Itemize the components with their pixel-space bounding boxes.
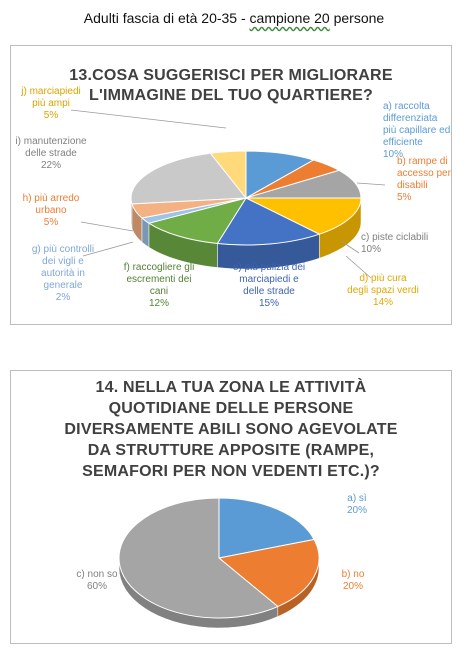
chart-14-slices bbox=[119, 498, 319, 618]
chart-13-label-5: f) raccogliere gli escrementi dei cani 12% bbox=[123, 262, 195, 309]
chart-13-label-4: e) più pulizia dei marciapiedi e delle strade 15% bbox=[232, 262, 306, 309]
chart-13-title-line-1: 13.COSA SUGGERISCI PER MIGLIORARE bbox=[69, 67, 393, 84]
chart-14-title-line-1: 14. NELLA TUA ZONA LE ATTIVITÀ bbox=[95, 379, 367, 396]
chart-14-label-2: c) non so 60% bbox=[76, 569, 118, 592]
chart-13-leader-line-1 bbox=[357, 183, 385, 185]
chart-13-label-6: g) più controlli dei vigli e autorità in generale 2% bbox=[31, 244, 95, 303]
chart-13-label-8: i) manutenzione delle strade 22% bbox=[15, 136, 87, 171]
chart-14-title-line-3: DIVERSAMENTE ABILI SONO AGEVOLATE bbox=[64, 421, 398, 438]
chart-13-leader-line-9 bbox=[71, 110, 226, 128]
chart-13-label-3: d) più cura degli spazi verdi 14% bbox=[347, 273, 419, 308]
chart-13-slices bbox=[131, 151, 361, 245]
chart-13-panel bbox=[10, 45, 452, 325]
chart-14-title-line-5: SEMAFORI PER NON VEDENTI ETC.)? bbox=[82, 463, 380, 480]
chart-13-label-1: b) rampe di accesso per disabili 5% bbox=[397, 156, 451, 203]
header-text-before: Adulti fascia di età 20-35 - bbox=[83, 10, 250, 26]
chart-13-leader-line-7 bbox=[81, 222, 133, 231]
chart-13-svg bbox=[11, 46, 451, 324]
chart-14-svg bbox=[11, 371, 451, 643]
chart-13-label-9: j) marciapiedi più ampi 5% bbox=[21, 86, 81, 121]
header-text-after: persone bbox=[329, 10, 385, 26]
chart-14-title-line-4: DA STRUTTURE APPOSITE (RAMPE, bbox=[87, 442, 375, 459]
chart-14-label-0: a) sì 20% bbox=[346, 493, 368, 516]
chart-14-panel bbox=[10, 370, 452, 644]
chart-13-label-2: c) piste ciclabili 10% bbox=[361, 232, 429, 255]
chart-14-title-line-2: QUOTIDIANE DELLE PERSONE bbox=[108, 400, 354, 417]
header-text-underlined: campione 20 bbox=[249, 10, 330, 26]
chart-13-title-line-2: L'IMMAGINE DEL TUO QUARTIERE? bbox=[89, 87, 373, 104]
chart-14-label-1: b) no 20% bbox=[341, 569, 365, 592]
chart-13-label-7: h) più arredo urbano 5% bbox=[22, 193, 80, 228]
chart-13-label-0: a) raccolta differenziata più capillare ed efficiente 10% bbox=[383, 101, 451, 160]
page-header bbox=[0, 10, 468, 26]
